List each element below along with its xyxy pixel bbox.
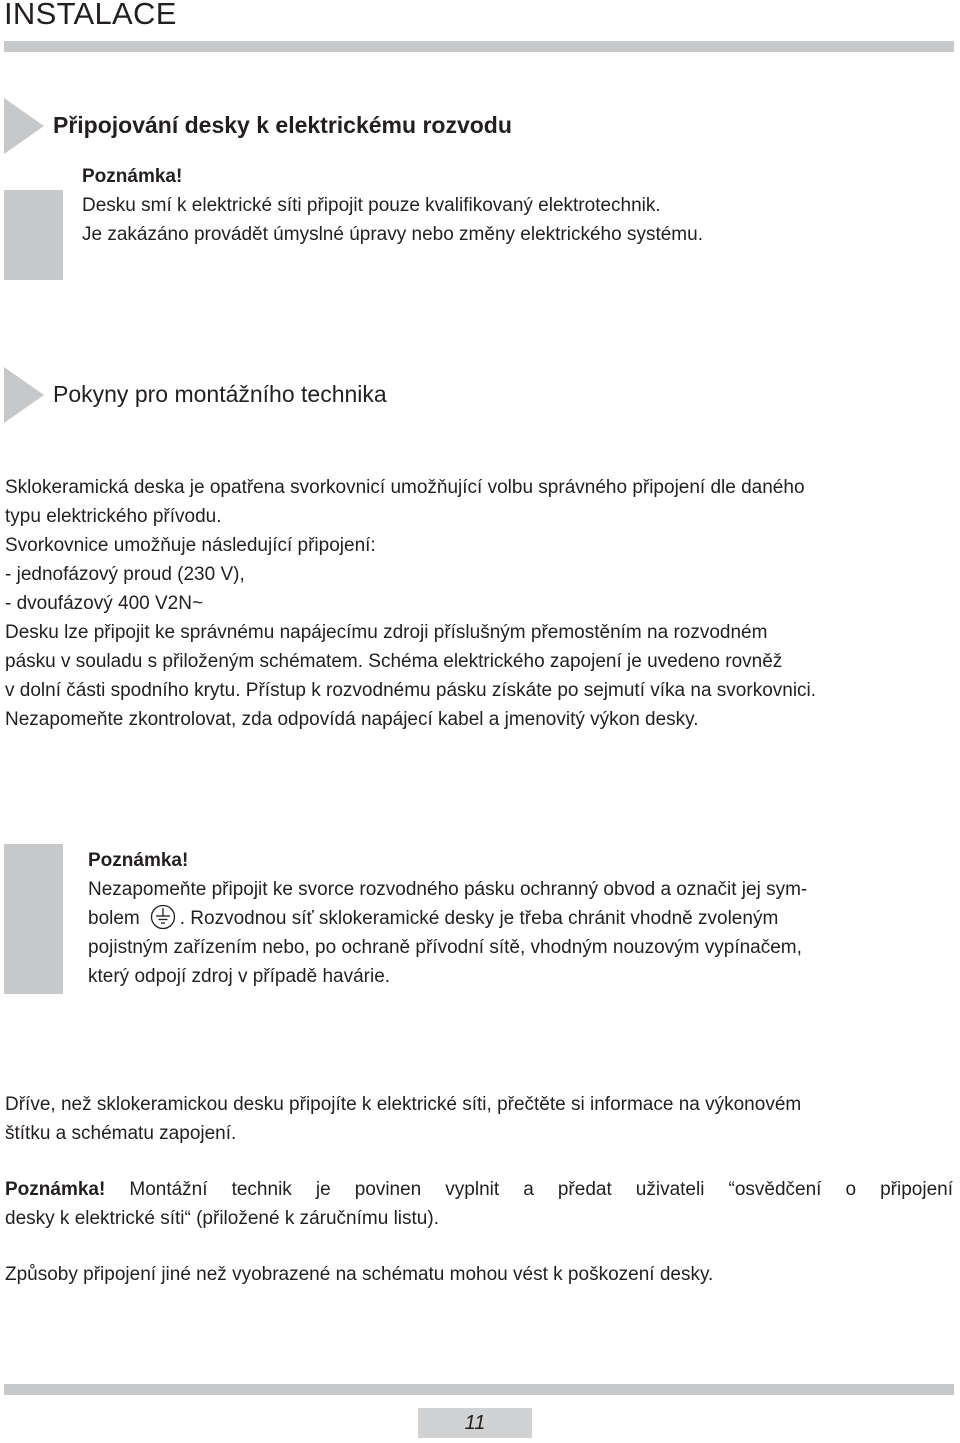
- paragraph-line: - jednofázový proud (230 V),: [5, 564, 245, 585]
- section-heading-electrical-connection: Připojování desky k elektrickému rozvodu: [53, 112, 512, 138]
- note-label: Poznámka!: [88, 850, 189, 871]
- paragraph-line: Svorkovnice umožňuje následující připojení:: [5, 535, 376, 556]
- section-heading-installer-instructions: Pokyny pro montážního technika: [53, 381, 387, 407]
- installer-instructions-paragraph: [5, 473, 955, 734]
- section-arrow-icon: [4, 367, 44, 423]
- note-label: Poznámka!: [82, 166, 183, 187]
- note-line: Je zakázáno provádět úmyslné úpravy nebo změny elektrického systému.: [82, 224, 703, 245]
- paragraph-line: Dříve, než sklokeramickou desku připojíte k elektrické síti, přečtěte si informace na výkonovém: [5, 1094, 802, 1115]
- nameplate-paragraph: [5, 1090, 801, 1148]
- paragraph-line: pásku v souladu s přiloženým schématem. Schéma elektrického zapojení je uvedeno rovněž: [5, 651, 783, 672]
- paragraph-line: štítku a schématu zapojení.: [5, 1123, 237, 1144]
- paragraph-line: v dolní části spodního krytu. Přístup k rozvodnému pásku získáte po sejmutí víka na svorkovnici.: [5, 680, 817, 701]
- note-marker: [4, 844, 63, 994]
- header-rule: [4, 41, 954, 52]
- note-line: pojistným zařízením nebo, po ochraně přívodní sítě, vhodným nouzovým vypínačem,: [88, 937, 802, 958]
- note-block: [82, 162, 703, 249]
- paragraph-line: Způsoby připojení jiné než vyobrazené na schématu mohou vést k poškození desky.: [5, 1264, 714, 1285]
- footer-rule: [4, 1384, 954, 1395]
- paragraph-line: Nezapomeňte zkontrolovat, zda odpovídá napájecí kabel a jmenovitý výkon desky.: [5, 709, 699, 730]
- warning-paragraph: [5, 1260, 713, 1289]
- paragraph-line: Desku lze připojit ke správnému napájecímu zdroji příslušným přemostěním na rozvodném: [5, 622, 768, 643]
- paragraph-line: typu elektrického přívodu.: [5, 506, 222, 527]
- note-line-with-icon: [88, 904, 952, 933]
- note-text: bolem: [88, 908, 140, 929]
- ground-symbol-icon: [150, 904, 176, 930]
- note-line: Desku smí k elektrické síti připojit pouze kvalifikovaný elektrotechnik.: [82, 195, 661, 216]
- paragraph-text: Montážní technik je povinen vyplnit a předat uživateli “osvědčení o připojení: [105, 1179, 953, 1200]
- note-text: . Rozvodnou síť sklokeramické desky je třeba chránit vhodně zvoleným: [179, 908, 779, 929]
- note-label: Poznámka!: [5, 1179, 106, 1200]
- certificate-paragraph: [5, 1175, 953, 1233]
- note-line: Nezapomeňte připojit ke svorce rozvodného pásku ochranný obvod a označit jej sym-: [88, 879, 808, 900]
- paragraph-line: - dvoufázový 400 V2N~: [5, 593, 204, 614]
- note-marker: [4, 190, 63, 280]
- paragraph-line: desky k elektrické síti“ (přiložené k záručnímu listu).: [5, 1208, 439, 1229]
- section-arrow-icon: [4, 98, 44, 154]
- page-title: INSTALACE: [4, 0, 177, 31]
- grounding-note-block: [88, 846, 952, 991]
- paragraph-line: [5, 1175, 953, 1204]
- note-line: který odpojí zdroj v případě havárie.: [88, 966, 391, 987]
- paragraph-line: Sklokeramická deska je opatřena svorkovnicí umožňující volbu správného připojení dle daného: [5, 477, 805, 498]
- page-number: 11: [464, 1412, 486, 1434]
